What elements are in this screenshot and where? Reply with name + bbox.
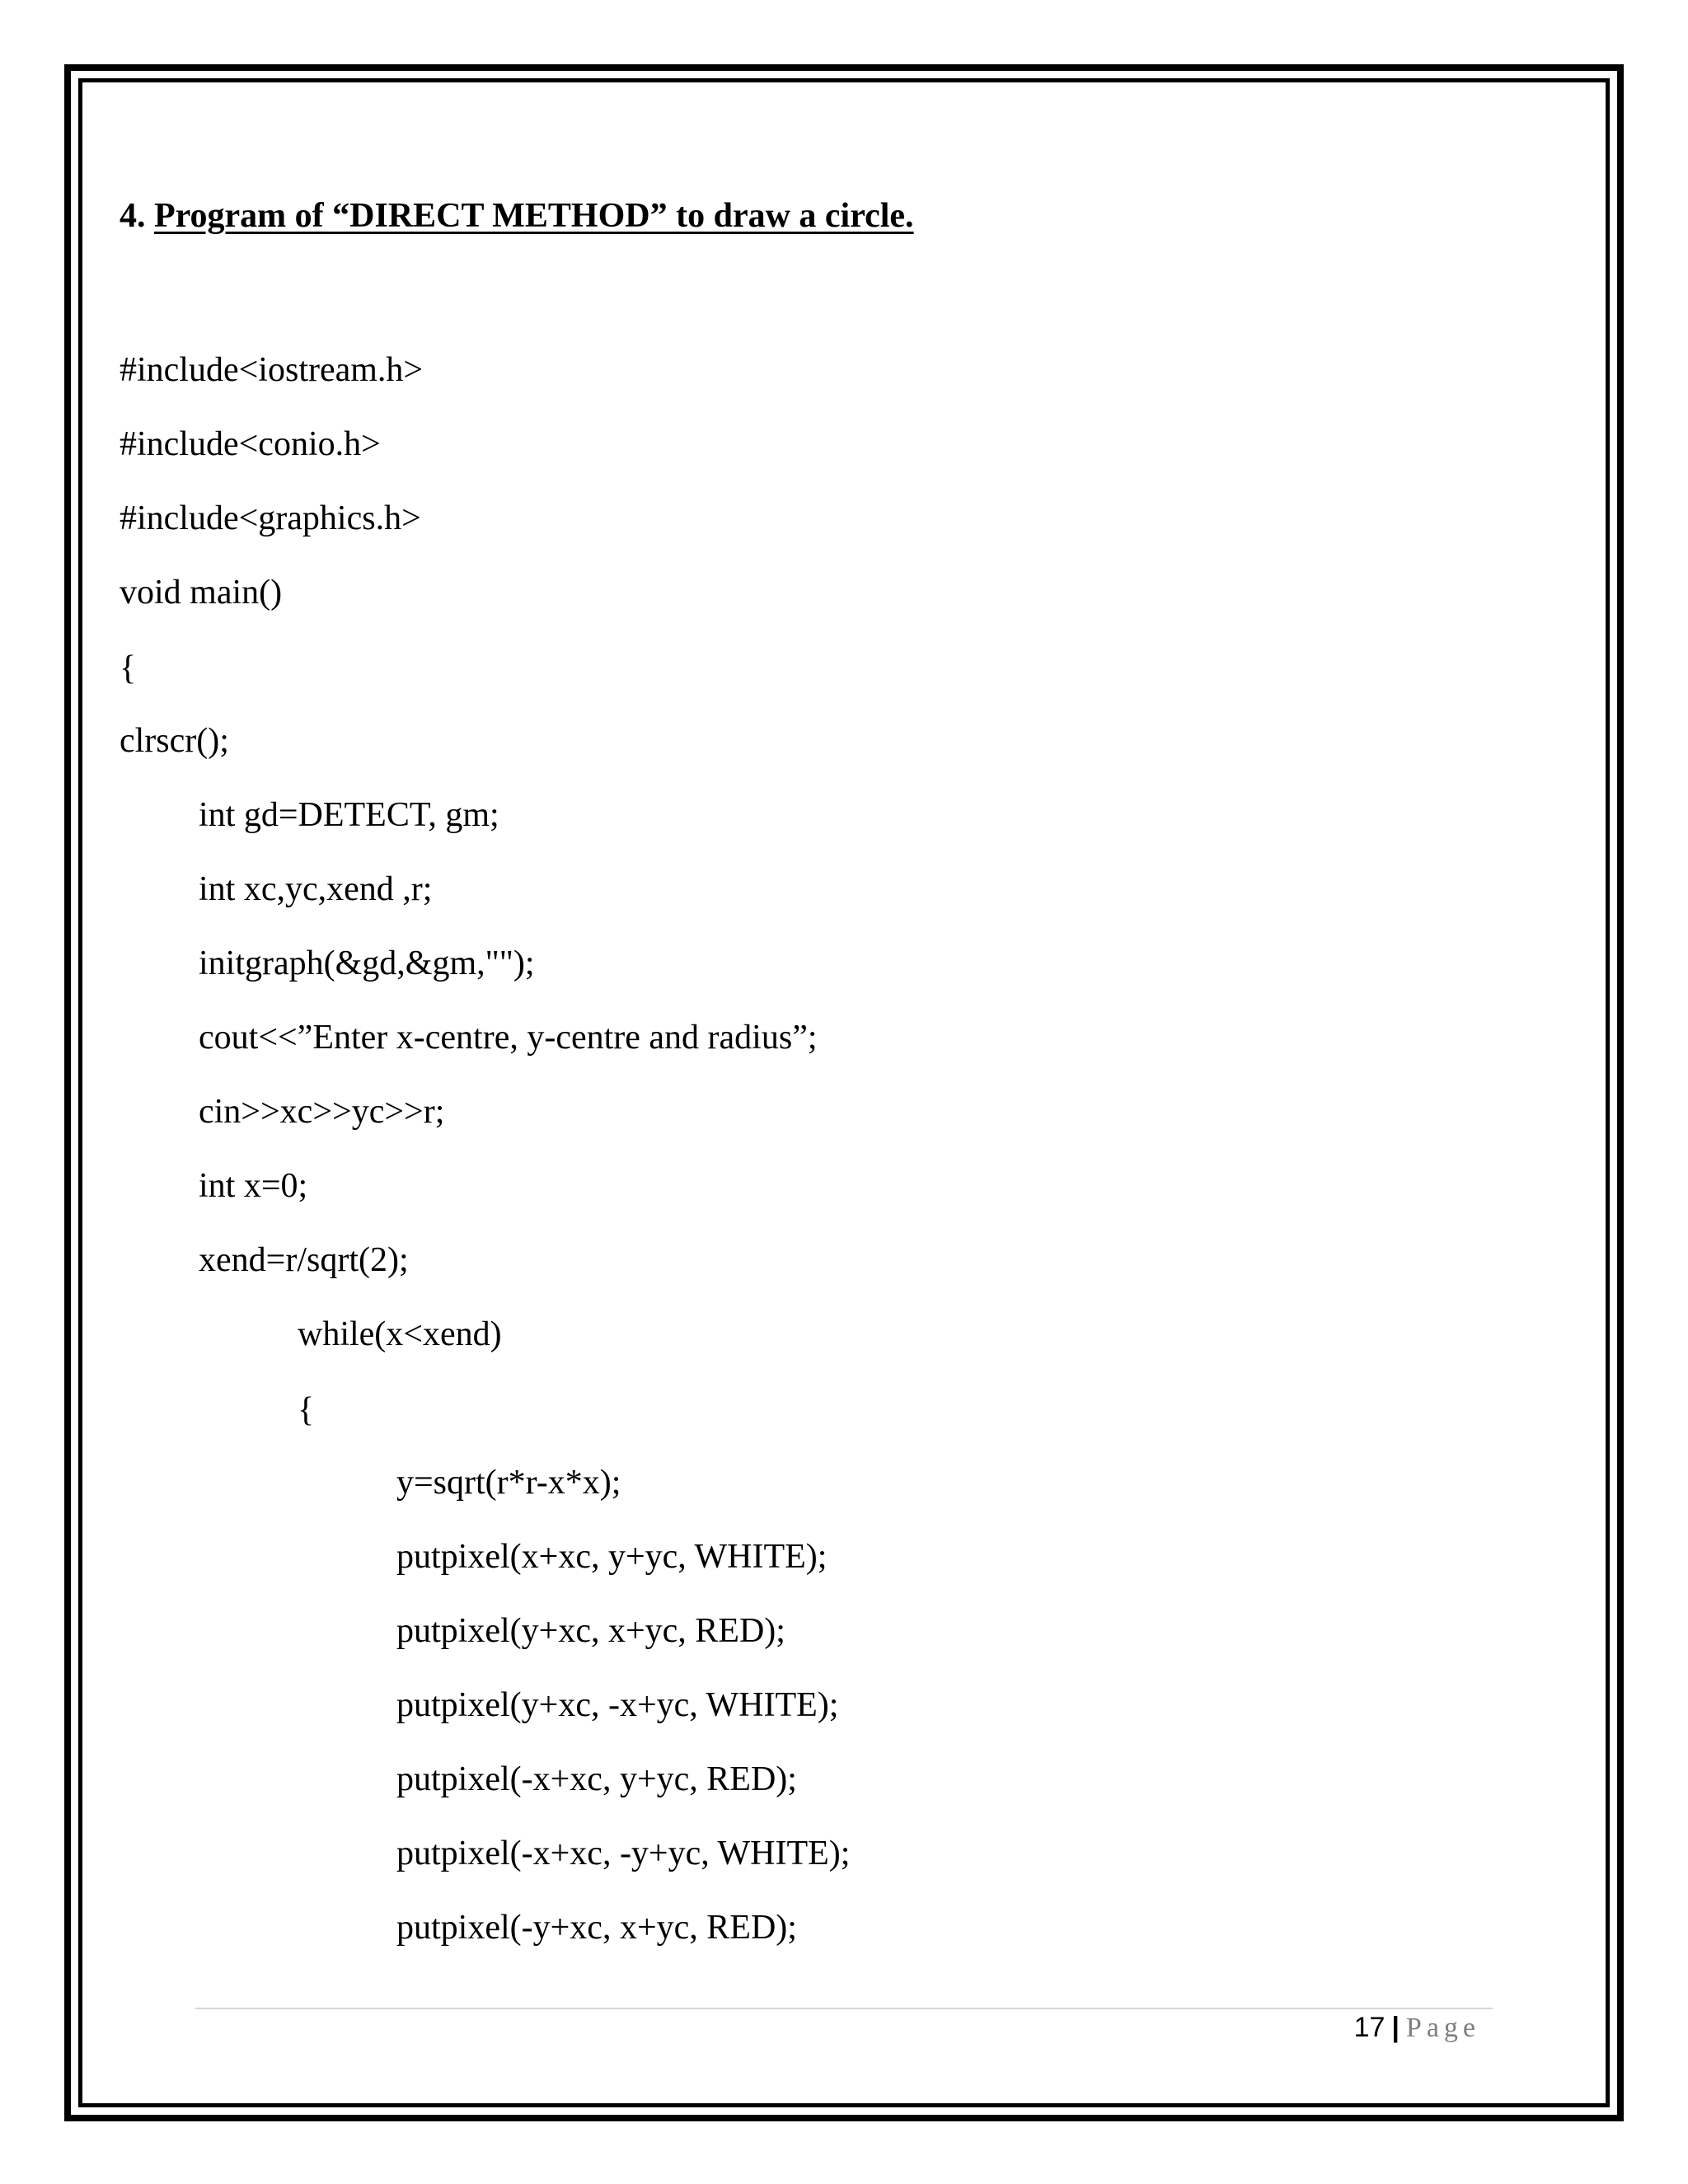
code-line: cin>>xc>>yc>>r; — [199, 1093, 445, 1131]
code-line: { — [120, 649, 137, 687]
code-line: putpixel(y+xc, -x+yc, WHITE); — [396, 1686, 839, 1724]
code-line: #include<graphics.h> — [120, 499, 421, 537]
code-line: #include<conio.h> — [120, 425, 381, 463]
page-number: 17 — [1353, 2012, 1386, 2043]
footer-separator: | — [1391, 2012, 1400, 2043]
code-line: putpixel(-x+xc, y+yc, RED); — [396, 1760, 797, 1798]
section-heading — [120, 196, 914, 236]
page-footer — [1354, 2012, 1480, 2044]
heading-title: Program of “DIRECT METHOD” to draw a circle. — [154, 197, 914, 235]
code-line: xend=r/sqrt(2); — [199, 1241, 409, 1279]
code-line: initgraph(&gd,&gm,""); — [199, 944, 535, 982]
code-line: void main() — [120, 574, 283, 612]
heading-number: 4. — [120, 197, 146, 235]
code-line: y=sqrt(r*r-x*x); — [396, 1464, 621, 1502]
code-line: while(x<xend) — [298, 1315, 502, 1353]
code-line: putpixel(-y+xc, x+yc, RED); — [396, 1909, 797, 1947]
code-line: cout<<”Enter x-centre, y-centre and radius”; — [199, 1019, 818, 1057]
code-line: #include<iostream.h> — [120, 351, 424, 389]
page-label: Page — [1405, 2013, 1480, 2043]
code-line: int gd=DETECT, gm; — [199, 796, 499, 834]
code-line: int xc,yc,xend ,r; — [199, 870, 433, 908]
code-line: putpixel(y+xc, x+yc, RED); — [396, 1612, 785, 1650]
code-line: clrscr(); — [120, 722, 229, 760]
code-line: putpixel(x+xc, y+yc, WHITE); — [396, 1538, 828, 1576]
code-line: putpixel(-x+xc, -y+yc, WHITE); — [396, 1835, 851, 1872]
code-line: int x=0; — [199, 1167, 308, 1205]
code-line: { — [298, 1391, 315, 1429]
footer-divider — [195, 2008, 1493, 2009]
